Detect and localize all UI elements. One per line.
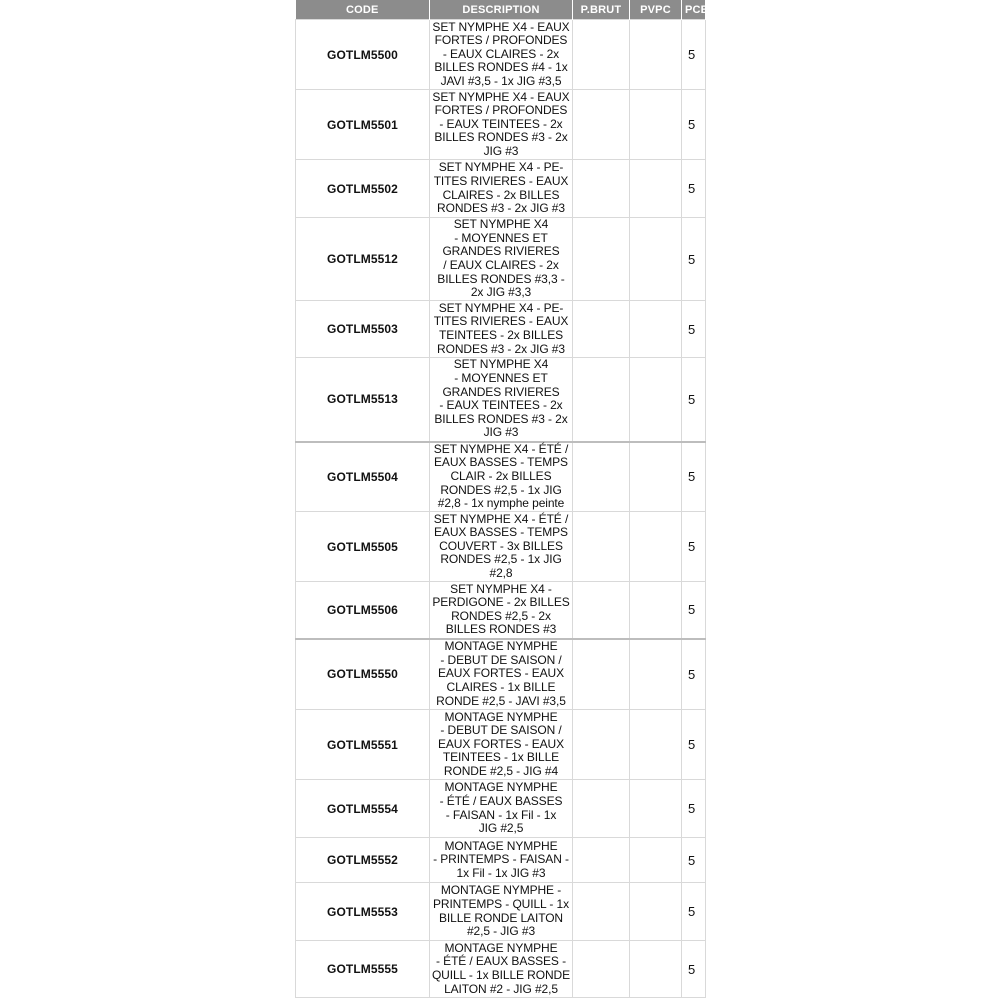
- cell-code: GOTLM5513: [296, 358, 430, 442]
- cell-pvpc: [630, 358, 682, 442]
- table-body: [296, 20, 706, 998]
- cell-description: SET NYMPHE X4 - MOYENNES ET GRANDES RIVIERES / EAUX CLAIRES - 2x BILLES RONDES #3,3 - 2x JIG #3,3: [430, 218, 573, 301]
- header-pbrut: P.BRUT: [573, 0, 630, 20]
- cell-description: SET NYMPHE X4 - EAUX FORTES / PROFONDES - EAUX TEINTEES - 2x BILLES RONDES #3 - 2x JIG #3: [430, 90, 573, 160]
- table-row: [296, 160, 706, 218]
- cell-pcb: 5: [682, 442, 706, 512]
- header-pcb: PCB: [682, 0, 706, 20]
- cell-pbrut: [573, 780, 630, 838]
- cell-code: GOTLM5505: [296, 512, 430, 582]
- cell-pvpc: [630, 639, 682, 710]
- cell-code: GOTLM5554: [296, 780, 430, 838]
- table-row: [296, 442, 706, 512]
- cell-description: MONTAGE NYMPHE - DEBUT DE SAISON / EAUX FORTES - EAUX TEINTEES - 1x BILLE RONDE #2,5 - JIG #4: [430, 710, 573, 780]
- table-row: [296, 512, 706, 582]
- cell-description: MONTAGE NYMPHE - PRINTEMPS - FAISAN - 1x Fil - 1x JIG #3: [430, 838, 573, 883]
- table-row: [296, 639, 706, 710]
- cell-pvpc: [630, 20, 682, 90]
- cell-pbrut: [573, 883, 630, 941]
- cell-pvpc: [630, 301, 682, 358]
- cell-pcb: 5: [682, 780, 706, 838]
- cell-pbrut: [573, 20, 630, 90]
- header-code: CODE: [296, 0, 430, 20]
- cell-description: SET NYMPHE X4 - PE- TITES RIVIERES - EAUX CLAIRES - 2x BILLES RONDES #3 - 2x JIG #3: [430, 160, 573, 218]
- product-table: [295, 0, 709, 998]
- cell-code: GOTLM5501: [296, 90, 430, 160]
- cell-description: SET NYMPHE X4 - MOYENNES ET GRANDES RIVIERES - EAUX TEINTEES - 2x BILLES RONDES #3 - 2x JIG #3: [430, 358, 573, 442]
- table-row: [296, 90, 706, 160]
- cell-code: GOTLM5551: [296, 710, 430, 780]
- table-row: [296, 358, 706, 442]
- cell-description: MONTAGE NYMPHE - PRINTEMPS - QUILL - 1x BILLE RONDE LAITON #2,5 - JIG #3: [430, 883, 573, 941]
- cell-pcb: 5: [682, 90, 706, 160]
- cell-pcb: 5: [682, 710, 706, 780]
- table-row: [296, 883, 706, 941]
- table-row: [296, 20, 706, 90]
- cell-pbrut: [573, 838, 630, 883]
- header-row: [296, 0, 706, 20]
- cell-pbrut: [573, 512, 630, 582]
- cell-code: GOTLM5550: [296, 639, 430, 710]
- cell-description: SET NYMPHE X4 - EAUX FORTES / PROFONDES - EAUX CLAIRES - 2x BILLES RONDES #4 - 1x JAVI #3,5 - 1x JIG #3,5: [430, 20, 573, 90]
- cell-pvpc: [630, 512, 682, 582]
- cell-pcb: 5: [682, 512, 706, 582]
- cell-pvpc: [630, 838, 682, 883]
- cell-code: GOTLM5503: [296, 301, 430, 358]
- header-description: DESCRIPTION: [430, 0, 573, 20]
- cell-pvpc: [630, 582, 682, 639]
- cell-pvpc: [630, 160, 682, 218]
- header-pvpc: PVPC: [630, 0, 682, 20]
- cell-code: GOTLM5504: [296, 442, 430, 512]
- cell-pvpc: [630, 218, 682, 301]
- cell-pbrut: [573, 90, 630, 160]
- cell-pvpc: [630, 442, 682, 512]
- cell-pbrut: [573, 941, 630, 998]
- cell-pvpc: [630, 710, 682, 780]
- cell-pcb: 5: [682, 218, 706, 301]
- cell-pcb: 5: [682, 301, 706, 358]
- cell-pbrut: [573, 160, 630, 218]
- cell-pbrut: [573, 301, 630, 358]
- cell-pbrut: [573, 710, 630, 780]
- table-row: [296, 301, 706, 358]
- cell-pcb: 5: [682, 358, 706, 442]
- cell-pcb: 5: [682, 639, 706, 710]
- table-row: [296, 838, 706, 883]
- cell-pcb: 5: [682, 20, 706, 90]
- cell-pvpc: [630, 941, 682, 998]
- table-row: [296, 780, 706, 838]
- table-row: [296, 710, 706, 780]
- cell-code: GOTLM5512: [296, 218, 430, 301]
- cell-description: SET NYMPHE X4 - PE- TITES RIVIERES - EAUX TEINTEES - 2x BILLES RONDES #3 - 2x JIG #3: [430, 301, 573, 358]
- product-table-sheet: [295, 0, 709, 1000]
- cell-pvpc: [630, 780, 682, 838]
- cell-pbrut: [573, 582, 630, 639]
- cell-pvpc: [630, 90, 682, 160]
- cell-pcb: 5: [682, 838, 706, 883]
- cell-pcb: 5: [682, 941, 706, 998]
- cell-code: GOTLM5555: [296, 941, 430, 998]
- cell-pbrut: [573, 442, 630, 512]
- cell-code: GOTLM5500: [296, 20, 430, 90]
- table-row: [296, 218, 706, 301]
- table-row: [296, 941, 706, 998]
- cell-code: GOTLM5506: [296, 582, 430, 639]
- cell-pbrut: [573, 358, 630, 442]
- cell-description: SET NYMPHE X4 - ÉTÉ / EAUX BASSES - TEMPS CLAIR - 2x BILLES RONDES #2,5 - 1x JIG #2,8 - 1x nymphe peinte: [430, 442, 573, 512]
- cell-code: GOTLM5553: [296, 883, 430, 941]
- cell-pcb: 5: [682, 883, 706, 941]
- cell-code: GOTLM5552: [296, 838, 430, 883]
- table-row: [296, 582, 706, 639]
- cell-pbrut: [573, 639, 630, 710]
- cell-description: SET NYMPHE X4 - ÉTÉ / EAUX BASSES - TEMPS COUVERT - 3x BILLES RONDES #2,5 - 1x JIG #2,8: [430, 512, 573, 582]
- cell-code: GOTLM5502: [296, 160, 430, 218]
- cell-pcb: 5: [682, 160, 706, 218]
- cell-description: MONTAGE NYMPHE - ÉTÉ / EAUX BASSES - FAISAN - 1x Fil - 1x JIG #2,5: [430, 780, 573, 838]
- cell-description: MONTAGE NYMPHE - ÉTÉ / EAUX BASSES - QUILL - 1x BILLE RONDE LAITON #2 - JIG #2,5: [430, 941, 573, 998]
- cell-pbrut: [573, 218, 630, 301]
- cell-pvpc: [630, 883, 682, 941]
- cell-description: SET NYMPHE X4 - PERDIGONE - 2x BILLES RONDES #2,5 - 2x BILLES RONDES #3: [430, 582, 573, 639]
- cell-description: MONTAGE NYMPHE - DEBUT DE SAISON / EAUX FORTES - EAUX CLAIRES - 1x BILLE RONDE #2,5 - JAVI #3,5: [430, 639, 573, 710]
- cell-pcb: 5: [682, 582, 706, 639]
